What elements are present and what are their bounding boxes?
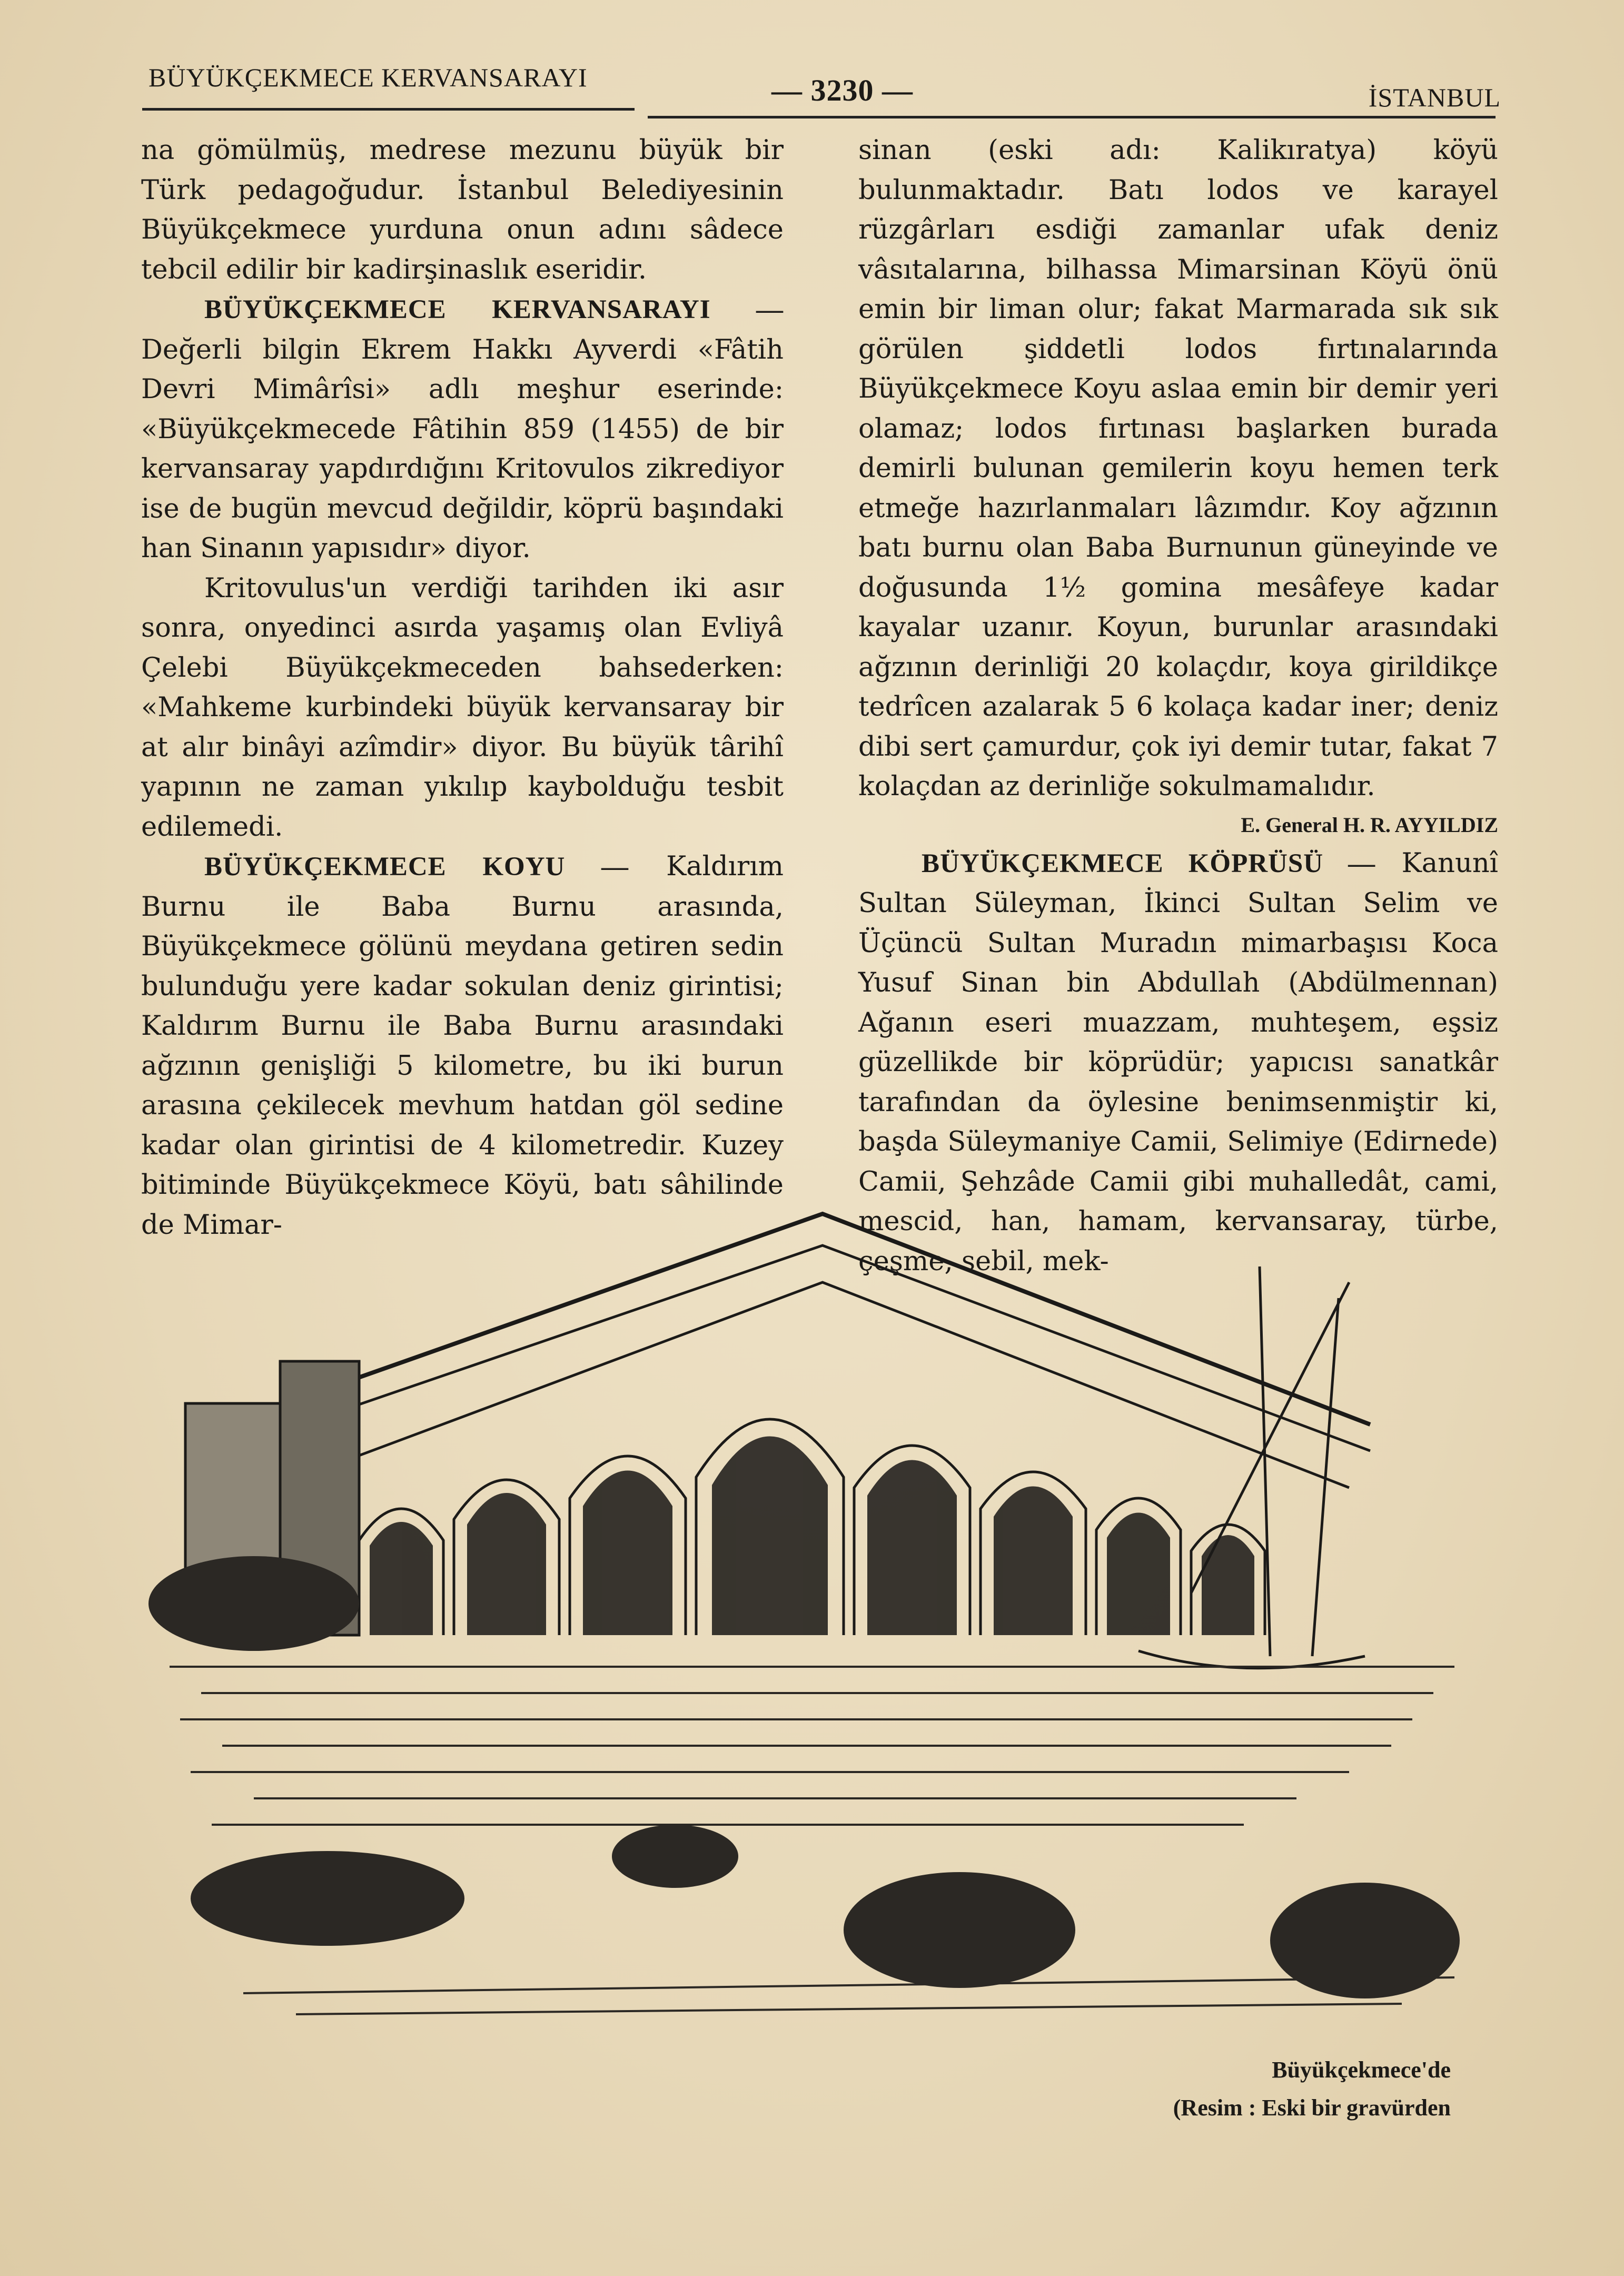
header-right-title: İSTANBUL bbox=[1368, 83, 1501, 112]
author-signature: E. General H. R. AYYILDIZ bbox=[1241, 813, 1498, 837]
caption-line: (Resim : Eski bir gravürden bbox=[1173, 2095, 1451, 2121]
section-heading-kervansaray: BÜYÜKÇEKMECE KERVANSARAYI — bbox=[204, 295, 784, 324]
bridge-engraving-illustration bbox=[138, 1203, 1486, 2025]
paragraph bbox=[141, 290, 784, 569]
paragraph-text: Değerli bilgin Ekrem Hakkı Ayverdi «Fâtih Devri Mimârîsi» adlı meşhur eserinde: «Büyükçekmecede Fâtihin 859 (1455) de bir kervansaray yapdırdığını Kritovulos zikrediyor ise de bugün mevcud değildir, köprü başındaki han Sinanın yapısıdır» diyor. bbox=[141, 334, 784, 564]
section-heading-koyu: BÜYÜKÇEKMECE KOYU — bbox=[204, 852, 629, 882]
paragraph-text: Kanunî Sultan Süleyman, İkinci Sultan Selim ve Üçüncü Sultan Muradın mimarbaşısı Koca Yusuf Sinan bin Abdullah (Abdülmennan) Ağanın eseri muazzam, muhteşem, eşsiz güzellikde bir köprüdür; yapıcısı sanatkâr tarafından da öylesine benimsenmiştir ki, başda Süleymaniye Camii, Selimiye (Edirnede) Camii, Şehzâde Camii gibi muhalledât, cami, mescid, han, hamam, kervansaray, türbe, çeşme, sebil, mek- bbox=[858, 847, 1498, 1277]
header-left-title: BÜYÜKÇEKMECE KERVANSARAYI bbox=[148, 63, 588, 92]
paragraph-text: Kaldırım Burnu ile Baba Burnu arasında, Büyükçekmece gölünü meydana getiren sedin bulunduğu yere kadar sokulan deniz girintisi; Kaldırım Burnu ile Baba Burnu arasındaki ağzının genişliği 5 kilometre, bu iki burun arasına çekilecek mevhum hatdan göl sedine kadar olan girintisi de 4 kilometredir. Kuzey bitiminde Büyükçekmece Köyü, batı sâhilinde de Mimar- bbox=[141, 851, 784, 1241]
left-column bbox=[141, 131, 784, 1245]
page-number: — 3230 — bbox=[771, 73, 913, 107]
right-column bbox=[858, 131, 1498, 1281]
header-rule-left bbox=[142, 108, 635, 111]
paragraph: na gömülmüş, medrese mezunu büyük bir Türk pedagoğudur. İstanbul Belediyesinin Büyükçekmece yurduna onun adını sâdece tebcil edilir bir kadirşinaslık eseridir. bbox=[141, 135, 784, 285]
illustration-caption bbox=[1072, 2051, 1451, 2127]
paragraph: Kritovulus'un verdiği tarihden iki asır sonra, onyedinci asırda yaşamış olan Evliyâ Çelebi Büyükçekmeceden bahsederken: «Mahkeme kurbindeki büyük kervansaray bir at alır binâyi azîmdir» diyor. Bu büyük târihî yapının ne zaman yıkılıp kaybolduğu tesbit edilemedi. bbox=[141, 572, 784, 843]
caption-line: Büyükçekmece'de bbox=[1272, 2057, 1451, 2083]
header-rule-right bbox=[648, 116, 1496, 118]
paragraph bbox=[141, 847, 784, 1245]
paragraph: sinan (eski adı: Kalikıratya) köyü bulunmaktadır. Batı lodos ve karayel rüzgârları esdiği zamanlar ufak deniz vâsıtalarına, bilhassa Mimarsinan Köyü önü emin bir liman olur; fakat Marmarada sık sık görülen şiddetli lodos fırtınalarında Büyükçekmece Koyu aslaa emin bir demir yeri olamaz; lodos fırtınası başlarken burada demirli bulunan gemilerin koyu hemen terk etmeğe hazırlanmaları lâzımdır. Koy ağzının batı burnu olan Baba Burnunun güneyinde ve doğusunda 1½ gomina mesâfeye kadar kayalar uzanır. Koyun, burunlar arasındaki ağzının derinliği 20 kolaçdır, koya girildikçe tedrîcen azalarak 5 6 kolaça kadar iner; deniz dibi sert çamurdur, çok iyi demir tutar, fakat 7 kolaçdan az derinliğe sokulmamalıdır. bbox=[858, 135, 1498, 802]
running-header bbox=[142, 62, 1501, 120]
section-heading-koprusu: BÜYÜKÇEKMECE KÖPRÜSÜ — bbox=[922, 848, 1376, 878]
